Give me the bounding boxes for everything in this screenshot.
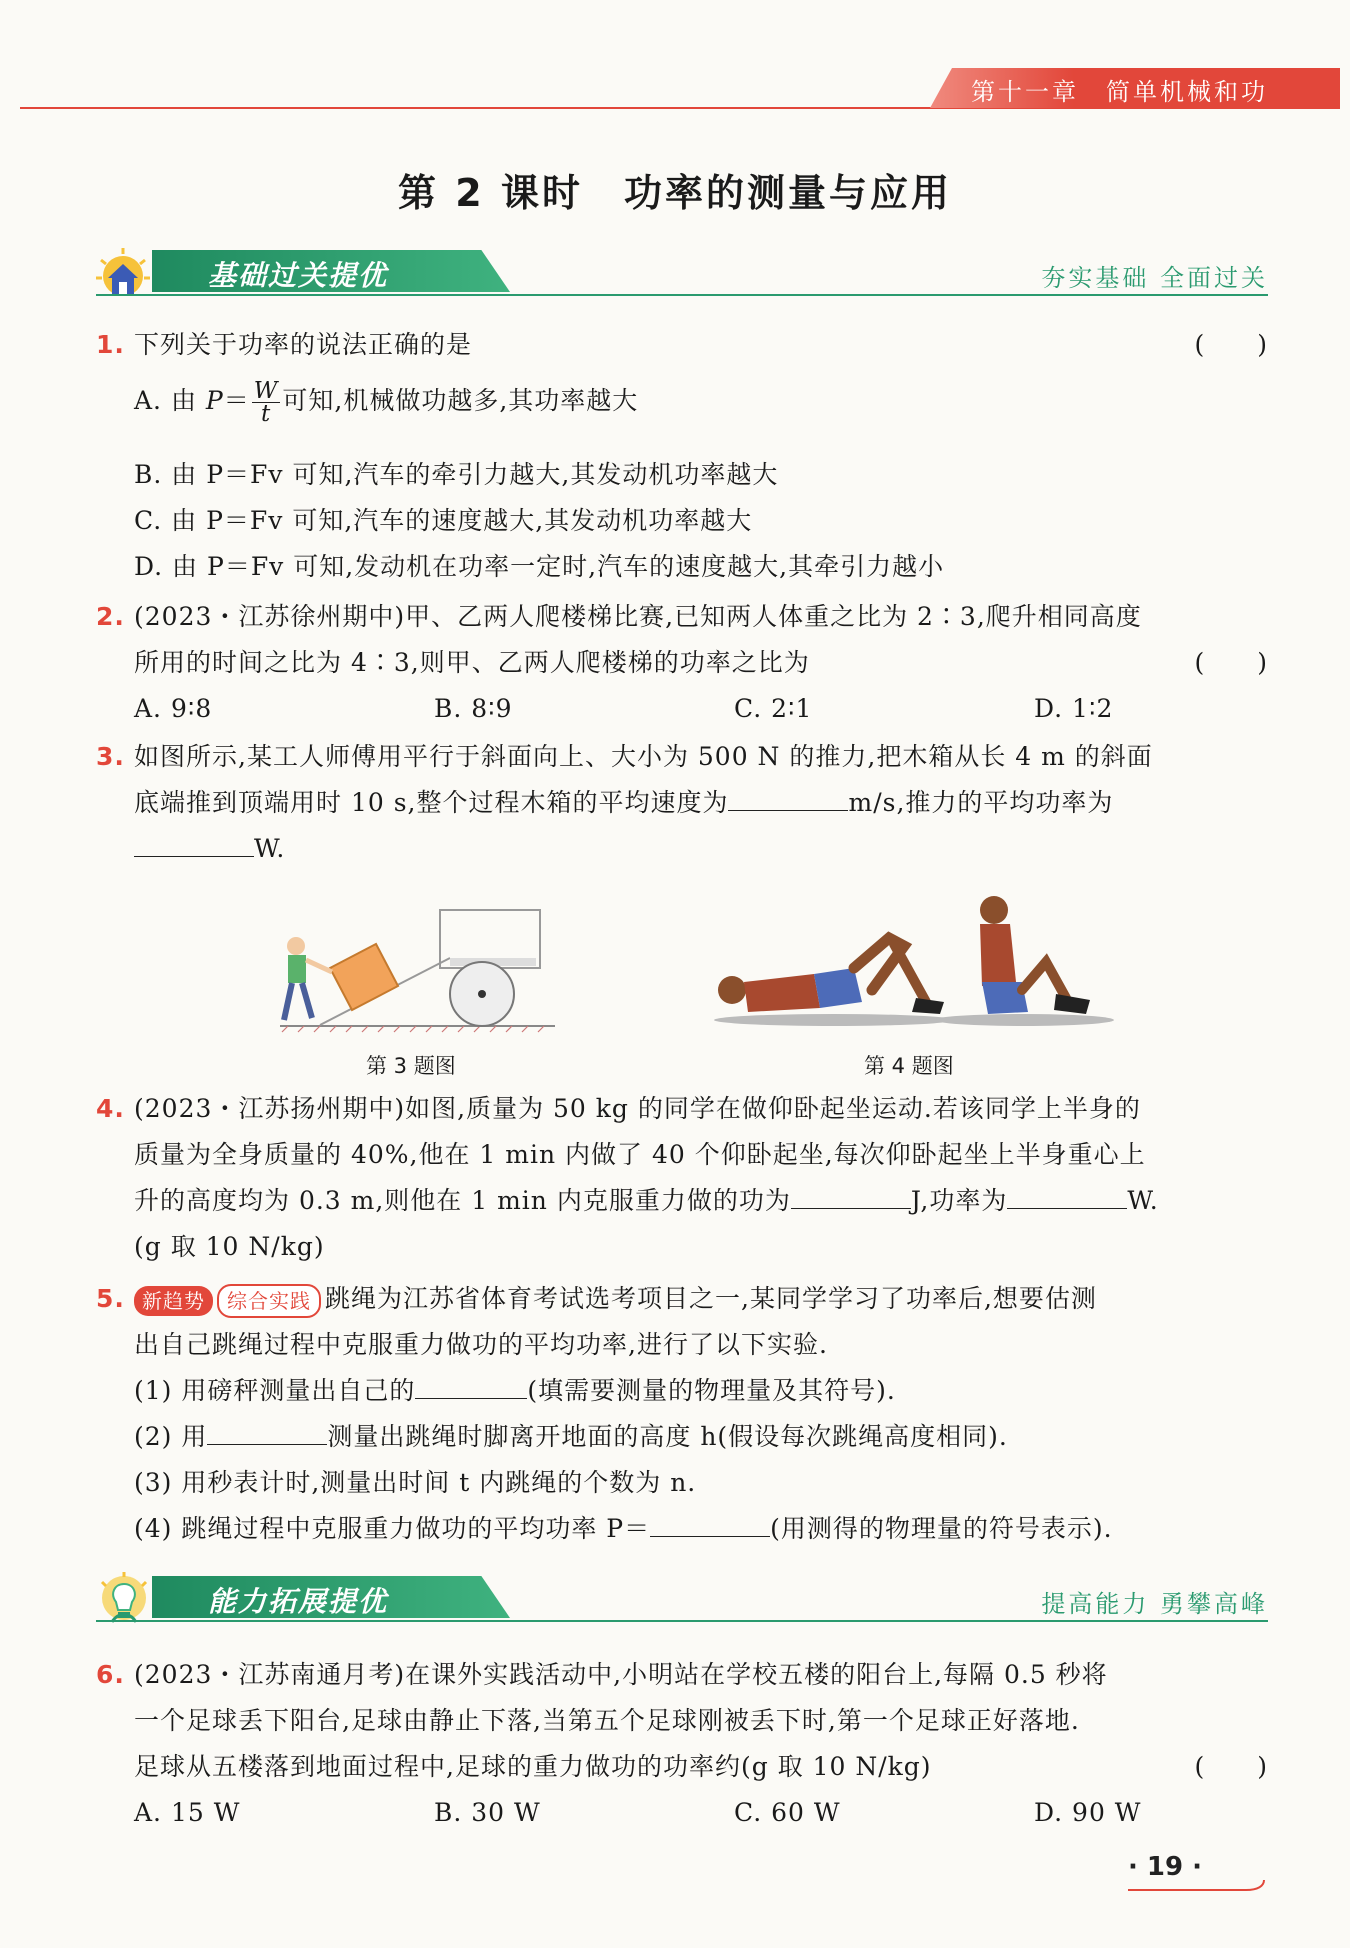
- question-line: [134, 780, 1268, 826]
- question-number: 6.: [96, 1660, 125, 1689]
- question-2: [96, 594, 1268, 734]
- question-line: 出自己跳绳过程中克服重力做功的平均功率,进行了以下实验.: [134, 1330, 828, 1359]
- sub-question-1: [134, 1368, 1268, 1414]
- question-number: 5.: [96, 1284, 125, 1313]
- fraction-numerator: W: [253, 378, 279, 404]
- option-d: D. 90 W: [1034, 1798, 1142, 1827]
- figure-4-caption: 第 4 题图: [864, 1054, 954, 1078]
- question-text: 升的高度均为 0.3 m,则他在 1 min 内克服重力做的功为: [134, 1186, 791, 1215]
- answer-blank[interactable]: [415, 1370, 527, 1399]
- question-line: (2023・江苏徐州期中)甲、乙两人爬楼梯比赛,已知两人体重之比为 2∶3,爬升相同高度: [134, 602, 1142, 631]
- option-a-prefix: A. 由: [134, 386, 206, 415]
- fraction: [252, 380, 281, 425]
- sub-question-3: (3) 用秒表计时,测量出时间 t 内跳绳的个数为 n.: [134, 1468, 697, 1497]
- option-b: B. 由 P＝Fv 可知,汽车的牵引力越大,其发动机功率越大: [134, 460, 779, 489]
- option-a: A. 15 W: [134, 1798, 241, 1827]
- question-text: 跳绳为江苏省体育考试选考项目之一,某同学学习了功率后,想要估测: [325, 1284, 1097, 1313]
- question-line: [134, 826, 1268, 872]
- question-4: [96, 1086, 1268, 1272]
- answer-blank[interactable]: [650, 1508, 770, 1537]
- answer-paren: ( ): [1194, 330, 1268, 359]
- option-c: C. 60 W: [734, 1798, 841, 1827]
- question-text: W.: [254, 834, 286, 863]
- question-text: W.: [1127, 1186, 1159, 1215]
- question-text: 底端推到顶端用时 10 s,整个过程木箱的平均速度为: [134, 788, 729, 817]
- option-c: C. 由 P＝Fv 可知,汽车的速度越大,其发动机功率越大: [134, 506, 753, 535]
- section-rule: [96, 1620, 1268, 1622]
- page-swoosh: [1126, 1870, 1272, 1896]
- question-3: [96, 734, 1268, 874]
- question-text: J,功率为: [910, 1186, 1008, 1215]
- question-line: 所用的时间之比为 4∶3,则甲、乙两人爬楼梯的功率之比为: [134, 648, 810, 677]
- section-advanced-header: [96, 1572, 1268, 1628]
- figure-3-illustration: [270, 898, 560, 1033]
- option-a: [134, 378, 638, 425]
- question-line: 如图所示,某工人师傅用平行于斜面向上、大小为 500 N 的推力,把木箱从长 4 m 的斜面: [134, 742, 1153, 771]
- chapter-title: 第十一章 简单机械和功: [971, 78, 1268, 106]
- question-line: (g 取 10 N/kg): [134, 1232, 325, 1261]
- option-d: D. 1∶2: [1034, 694, 1114, 723]
- question-text: (2) 用: [134, 1422, 208, 1451]
- question-line: 一个足球丢下阳台,足球由静止下落,当第五个足球刚被丢下时,第一个足球正好落地.: [134, 1706, 1080, 1735]
- question-text: (4) 跳绳过程中克服重力做功的平均功率 P＝: [134, 1514, 651, 1543]
- question-number: 3.: [96, 742, 125, 771]
- question-line: 质量为全身质量的 40%,他在 1 min 内做了 40 个仰卧起坐,每次仰卧起坐上半身重心上: [134, 1140, 1146, 1169]
- question-number: 4.: [96, 1094, 125, 1123]
- answer-blank[interactable]: [1007, 1180, 1127, 1209]
- answer-paren: ( ): [1194, 648, 1268, 677]
- option-d: D. 由 P＝Fv 可知,发动机在功率一定时,汽车的速度越大,其牵引力越小: [134, 552, 945, 581]
- section-label: 能力拓展提优: [208, 1585, 389, 1618]
- option-c: C. 2∶1: [734, 694, 813, 723]
- section-basic-header: [96, 246, 1268, 302]
- power-symbol: P: [205, 386, 224, 415]
- practice-tag: 综合实践: [217, 1284, 321, 1318]
- chapter-header: [0, 58, 1350, 110]
- question-text: (填需要测量的物理量及其符号).: [527, 1376, 896, 1405]
- figure-3-caption: 第 3 题图: [366, 1054, 456, 1078]
- option-b: B. 8∶9: [434, 694, 513, 723]
- lightbulb-icon: [96, 1572, 154, 1624]
- question-text: m/s,推力的平均功率为: [848, 788, 1114, 817]
- question-number: 1.: [96, 330, 125, 359]
- question-line: (2023・江苏南通月考)在课外实践活动中,小明站在学校五楼的阳台上,每隔 0.5 秒将: [134, 1660, 1108, 1689]
- answer-blank[interactable]: [728, 782, 848, 811]
- answer-blank[interactable]: [134, 828, 254, 857]
- new-trend-tag: 新趋势: [134, 1286, 213, 1316]
- option-a: A. 9∶8: [134, 694, 213, 723]
- answer-blank[interactable]: [791, 1180, 911, 1209]
- figure-4-illustration: [704, 890, 1124, 1030]
- section-slogan: 提高能力 勇攀高峰: [1041, 1590, 1268, 1618]
- sub-question-2: [134, 1414, 1268, 1460]
- answer-paren: ( ): [1194, 1752, 1268, 1781]
- question-line: (2023・江苏扬州期中)如图,质量为 50 kg 的同学在做仰卧起坐运动.若该同学上半身的: [134, 1094, 1141, 1123]
- page-number: · 19 ·: [1128, 1852, 1203, 1882]
- question-5: [96, 1276, 1268, 1556]
- question-stem: 下列关于功率的说法正确的是: [134, 330, 473, 359]
- question-line: [134, 1276, 1268, 1322]
- house-sun-icon: [96, 246, 154, 298]
- section-rule: [96, 294, 1268, 296]
- question-1: [96, 322, 1268, 592]
- section-slogan: 夯实基础 全面过关: [1041, 264, 1268, 292]
- question-number: 2.: [96, 602, 125, 631]
- lesson-title: 第 2 课时 功率的测量与应用: [398, 171, 952, 215]
- fraction-denominator: t: [260, 401, 272, 427]
- answer-blank[interactable]: [207, 1416, 327, 1445]
- question-text: 测量出跳绳时脚离开地面的高度 h(假设每次跳绳高度相同).: [327, 1422, 1008, 1451]
- question-text: (用测得的物理量的符号表示).: [770, 1514, 1113, 1543]
- section-label: 基础过关提优: [208, 259, 389, 292]
- question-6: [96, 1652, 1268, 1838]
- option-a-text: 可知,机械做功越多,其功率越大: [282, 386, 639, 415]
- sub-question-4: [134, 1506, 1268, 1552]
- question-line: [134, 1178, 1268, 1224]
- equals-sign: ＝: [223, 386, 250, 415]
- question-line: 足球从五楼落到地面过程中,足球的重力做功的功率约(g 取 10 N/kg): [134, 1752, 932, 1781]
- option-b: B. 30 W: [434, 1798, 541, 1827]
- question-text: (1) 用磅秤测量出自己的: [134, 1376, 416, 1405]
